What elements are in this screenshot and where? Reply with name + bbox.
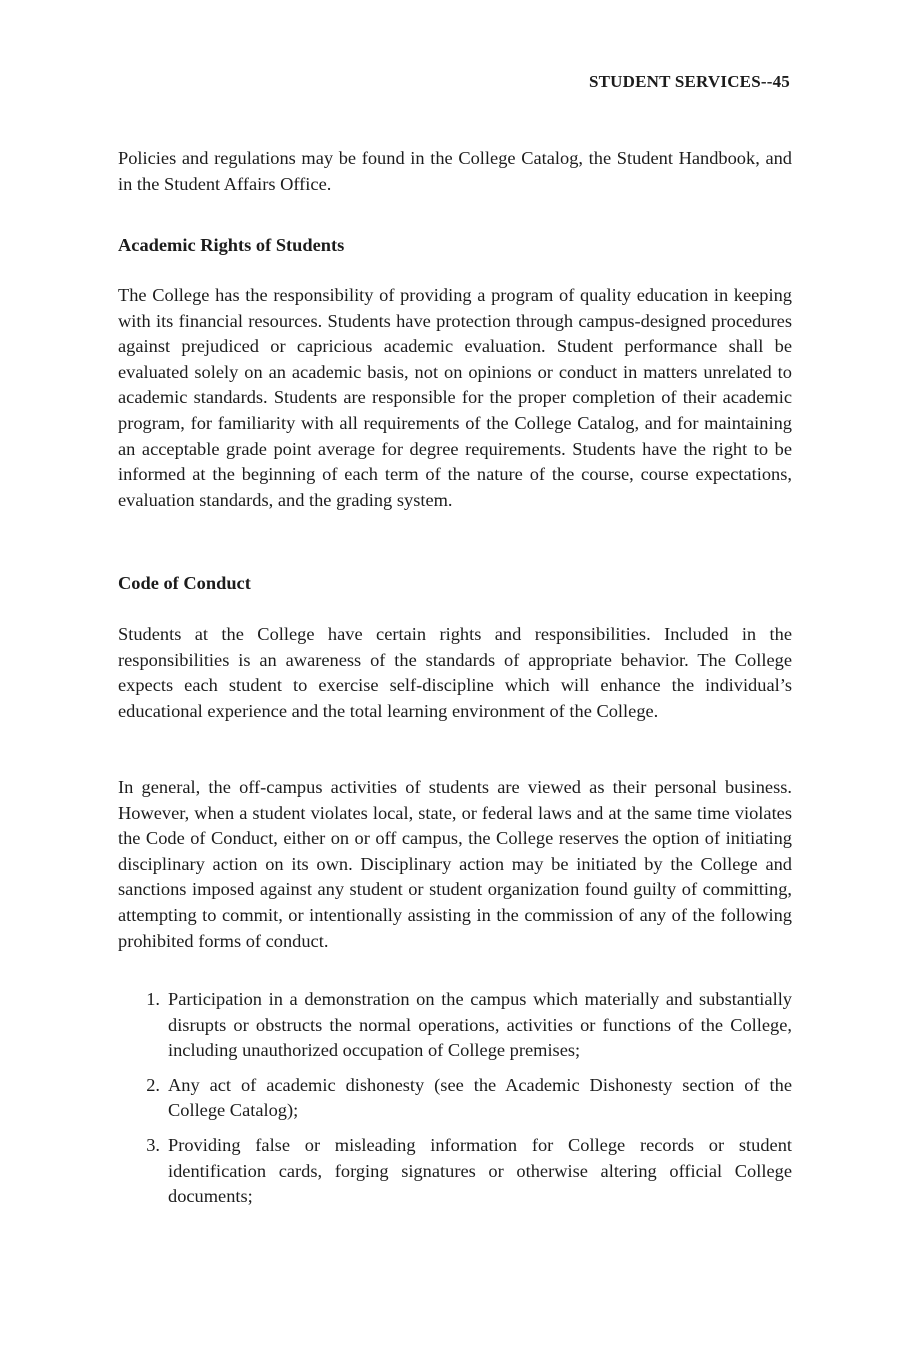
- list-item: [118, 1133, 792, 1210]
- list-item-text: Participation in a demonstration on the campus which materially and substantially disrupts or obstructs the normal operations, activities or functions of the College, including unauthorized occupation of College premises;: [168, 989, 792, 1061]
- list-item-number: 2.: [146, 1074, 160, 1095]
- list-item-number: 1.: [146, 989, 160, 1009]
- intro-paragraph: Policies and regulations may be found in the College Catalog, the Student Handbook, and in the Student Affairs Office.: [118, 148, 792, 194]
- list-item-text: Providing false or misleading information for College records or student identification cards, forging signatures or otherwise altering official College documents;: [168, 1134, 792, 1207]
- running-head: STUDENT SERVICES--45: [588, 72, 790, 91]
- code-of-conduct-paragraph-2: In general, the off-campus activities of students are viewed as their personal business. However, when a student violates local, state, or federal laws and at the same time violates the Code of Conduct, either on or off campus, the College reserves the option of initiating disciplinary action on its own. Disciplinary action may be initiated by the College and sanctions imposed against any student or student organization found guilty of committing, attempting to commit, or intentionally assisting in the commission of any of the following prohibited forms of conduct.: [118, 777, 792, 951]
- academic-rights-heading: Academic Rights of Students: [118, 235, 345, 255]
- list-item-text: Any act of academic dishonesty (see the Academic Dishonesty section of the College Catalog);: [168, 1074, 792, 1121]
- list-item: [118, 987, 792, 1064]
- code-of-conduct-heading: Code of Conduct: [118, 573, 251, 593]
- code-of-conduct-paragraph-1: Students at the College have certain rights and responsibilities. Included in the responsibilities is an awareness of the standards of appropriate behavior. The College expects each student to exercise self-discipline which will enhance the individual’s educational experience and the total learning environment of the College.: [118, 624, 792, 721]
- academic-rights-paragraph: The College has the responsibility of providing a program of quality education in keeping with its financial resources. Students have protection through campus-designed procedures against prejudiced or capricious academic evaluation. Student performance shall be evaluated solely on an academic basis, not on opinions or conduct in matters unrelated to academic standards. Students are responsible for the proper completion of their academic program, for familiarity with all requirements of the College Catalog, and for maintaining an acceptable grade point average for degree requirements. Students have the right to be informed at the beginning of each term of the nature of the course, course expectations, evaluation standards, and the grading system.: [118, 285, 792, 510]
- list-item-number: 3.: [146, 1134, 160, 1155]
- prohibited-conduct-list: [118, 987, 792, 1219]
- list-item: [118, 1073, 792, 1124]
